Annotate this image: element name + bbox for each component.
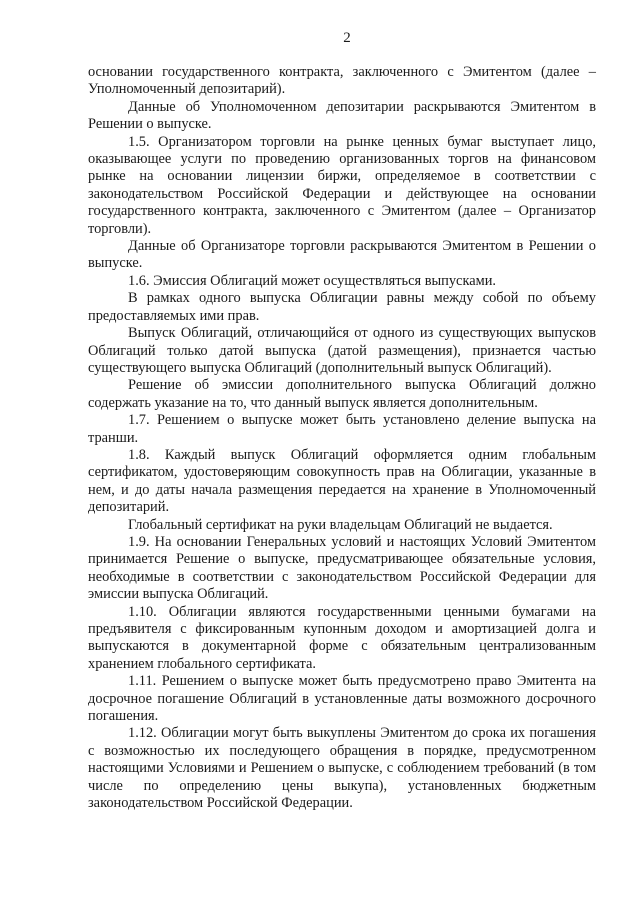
paragraph-additional-issue: Выпуск Облигаций, отличающийся от одного из существующих выпусков Облигаций только датой выпуска (датой размещения), признается частью существующего выпуска Облигаций (дополнительный выпуск Облигаций). <box>88 325 596 376</box>
page-number: 2 <box>343 30 351 46</box>
paragraph-1-5-trading-organizer: 1.5. Организатором торговли на рынке ценных бумаг выступает лицо, оказывающее услуги по проведению организованных торгов на финансовом рынке на основании лицензии биржи, определяемое в соответствии с законодательством Российской Федерации и действующее на основании государственного контракта, заключенного с Эмитентом (далее – Организатор торговли). <box>88 133 596 237</box>
paragraph-1-10-bond-type: 1.10. Облигации являются государственными ценными бумагами на предъявителя с фиксированным купонным доходом и амортизацией долга и выпускаются в документарной форме с обязательным централизованным хранением глобального сертификата. <box>88 603 596 672</box>
paragraph-continuation-depositary: основании государственного контракта, заключенного с Эмитентом (далее – Уполномоченный депозитарий). <box>88 64 596 98</box>
paragraph-trading-organizer-disclosure: Данные об Организаторе торговли раскрываются Эмитентом в Решении о выпуске. <box>88 238 596 272</box>
document-page <box>88 28 596 812</box>
paragraph-1-11-early-redemption: 1.11. Решением о выпуске может быть предусмотрено право Эмитента на досрочное погашение Облигаций в установленные даты возможного досрочного погашения. <box>88 673 596 725</box>
paragraph-equal-rights: В рамках одного выпуска Облигации равны между собой по объему предоставляемых ими прав. <box>88 290 596 324</box>
paragraph-1-12-buyback: 1.12. Облигации могут быть выкуплены Эмитентом до срока их погашения с возможностью их последующего обращения в порядке, предусмотренном настоящими Условиями и Решением о выпуске, с соблюдением требований (в том числе по определению цены выкупа), установленных бюджетным законодательством Российской Федерации. <box>88 725 596 812</box>
paragraph-1-7-tranches: 1.7. Решением о выпуске может быть установлено деление выпуска на транши. <box>88 412 596 446</box>
paragraph-depositary-disclosure: Данные об Уполномоченном депозитарии раскрываются Эмитентом в Решении о выпуске. <box>88 98 596 133</box>
paragraph-1-9-issue-decision: 1.9. На основании Генеральных условий и настоящих Условий Эмитентом принимается Решение о выпуске, предусматривающее обязательные условия, необходимые в соответствии с законодательством Российской Федерации для эмиссии выпуска Облигаций. <box>88 533 596 603</box>
paragraph-1-8-global-certificate: 1.8. Каждый выпуск Облигаций оформляется одним глобальным сертификатом, удостоверяющим совокупность прав на Облигации, указанные в нем, и до даты начала размещения передается на хранение в Уполномоченный депозитарий. <box>88 446 596 516</box>
paragraph-1-6-issuance: 1.6. Эмиссия Облигаций может осуществляться выпусками. <box>128 272 497 289</box>
paragraph-additional-issue-decision: Решение об эмиссии дополнительного выпуска Облигаций должно содержать указание на то, что данный выпуск является дополнительным. <box>88 377 596 411</box>
paragraph-certificate-not-issued: Глобальный сертификат на руки владельцам Облигаций не выдается. <box>128 516 553 533</box>
